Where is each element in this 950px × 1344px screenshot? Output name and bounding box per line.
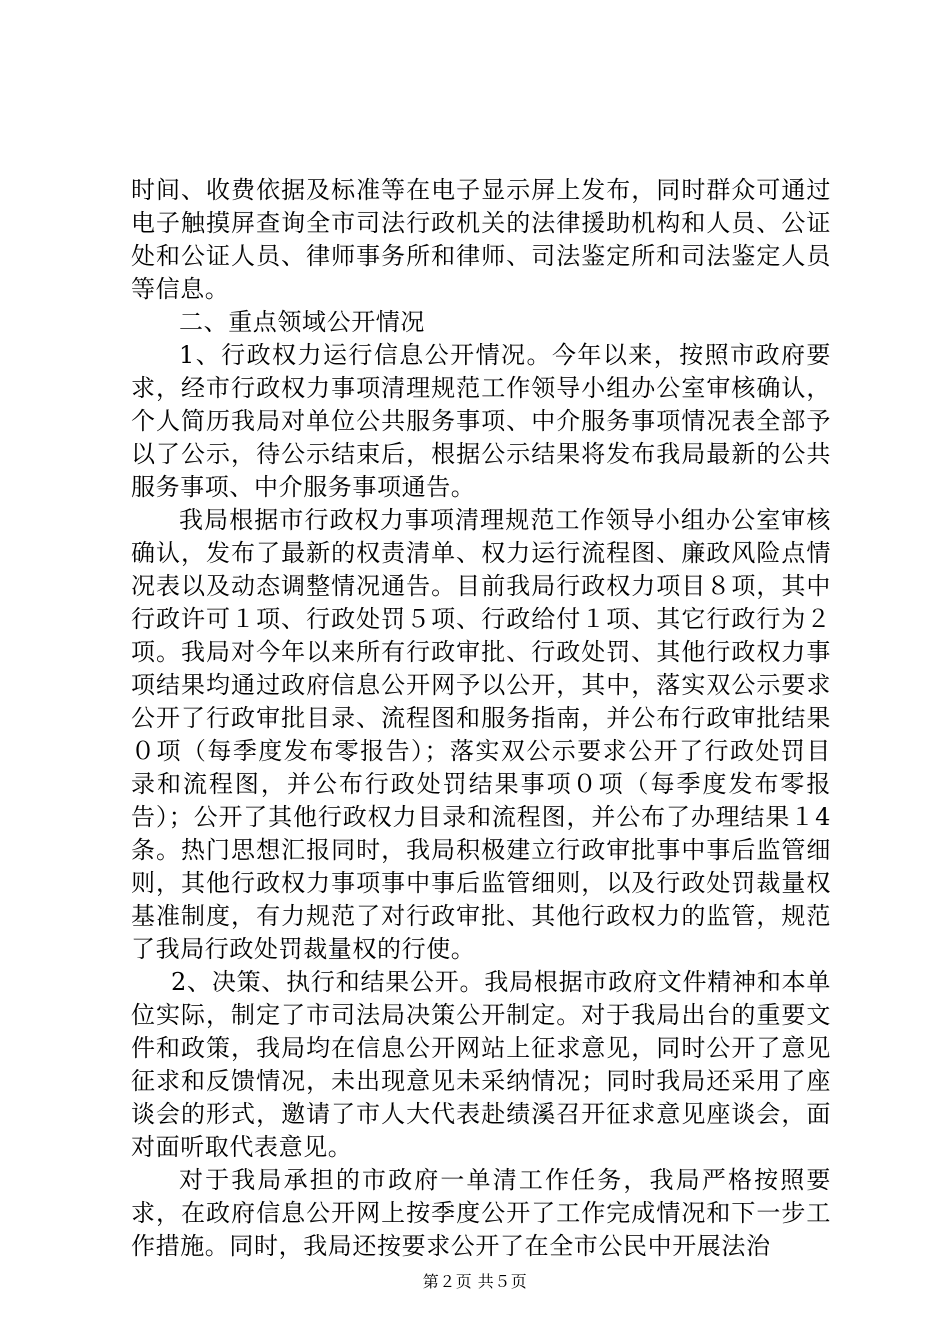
paragraph-decision-disclosure: 2、决策、执行和结果公开。我局根据市政府文件精神和本单位实际，制定了市司法局决策公开制定。对于我局出台的重要文件和政策，我局均在信息公开网站上征求意见，同时公开了意见征求和反馈情况，未出现意见未采纳情况；同时我局还采用了座谈会的形式，邀请了市人大代表赴绩溪召开征求意见座谈会，面对面听取代表意见。 xyxy=(131,968,831,1161)
paragraph-admin-power: 1、行政权力运行信息公开情况。今年以来，按照市政府要求，经市行政权力事项清理规范工作领导小组办公室审核确认，个人简历我局对单位公共服务事项、中介服务事项情况表全部予以了公示，待公示结束后，根据公示结果将发布我局最新的公共服务事项、中介服务事项通告。 xyxy=(131,341,831,501)
section-heading: 二、重点领域公开情况 xyxy=(179,308,425,336)
document-body xyxy=(131,174,831,1263)
paragraph-task-disclosure: 对于我局承担的市政府一单清工作任务，我局严格按照要求，在政府信息公开网上按季度公开了工作完成情况和下一步工作措施。同时，我局还按要求公开了在全市公民中开展法治 xyxy=(131,1166,831,1260)
paragraph-continuation: 时间、收费依据及标准等在电子显示屏上发布，同时群众可通过电子触摸屏查询全市司法行政机关的法律援助机构和人员、公证处和公证人员、律师事务所和律师、司法鉴定所和司法鉴定人员等信息。 xyxy=(131,176,831,303)
paragraph-power-list: 我局根据市行政权力事项清理规范工作领导小组办公室审核确认，发布了最新的权责清单、权力运行流程图、廉政风险点情况表以及动态调整情况通告。目前我局行政权力项目８项，其中行政许可１项、行政处罚５项、行政给付１项、其它行政行为２项。我局对今年以来所有行政审批、行政处罚、其他行政权力事项结果均通过政府信息公开网予以公开，其中，落实双公示要求公开了行政审批目录、流程图和服务指南，并公布行政审批结果０项（每季度发布零报告）；落实双公示要求公开了行政处罚目录和流程图，并公布行政处罚结果事项０项（每季度发布零报告）；公开了其他行政权力目录和流程图，并公布了办理结果１4条。热门思想汇报同时，我局积极建立行政审批事中事后监管细则，其他行政权力事项事中事后监管细则，以及行政处罚裁量权基准制度，有力规范了对行政审批、其他行政权力的监管，规范了我局行政处罚裁量权的行使。 xyxy=(131,506,831,963)
page-footer: 第２页 共５页 xyxy=(422,1272,528,1291)
